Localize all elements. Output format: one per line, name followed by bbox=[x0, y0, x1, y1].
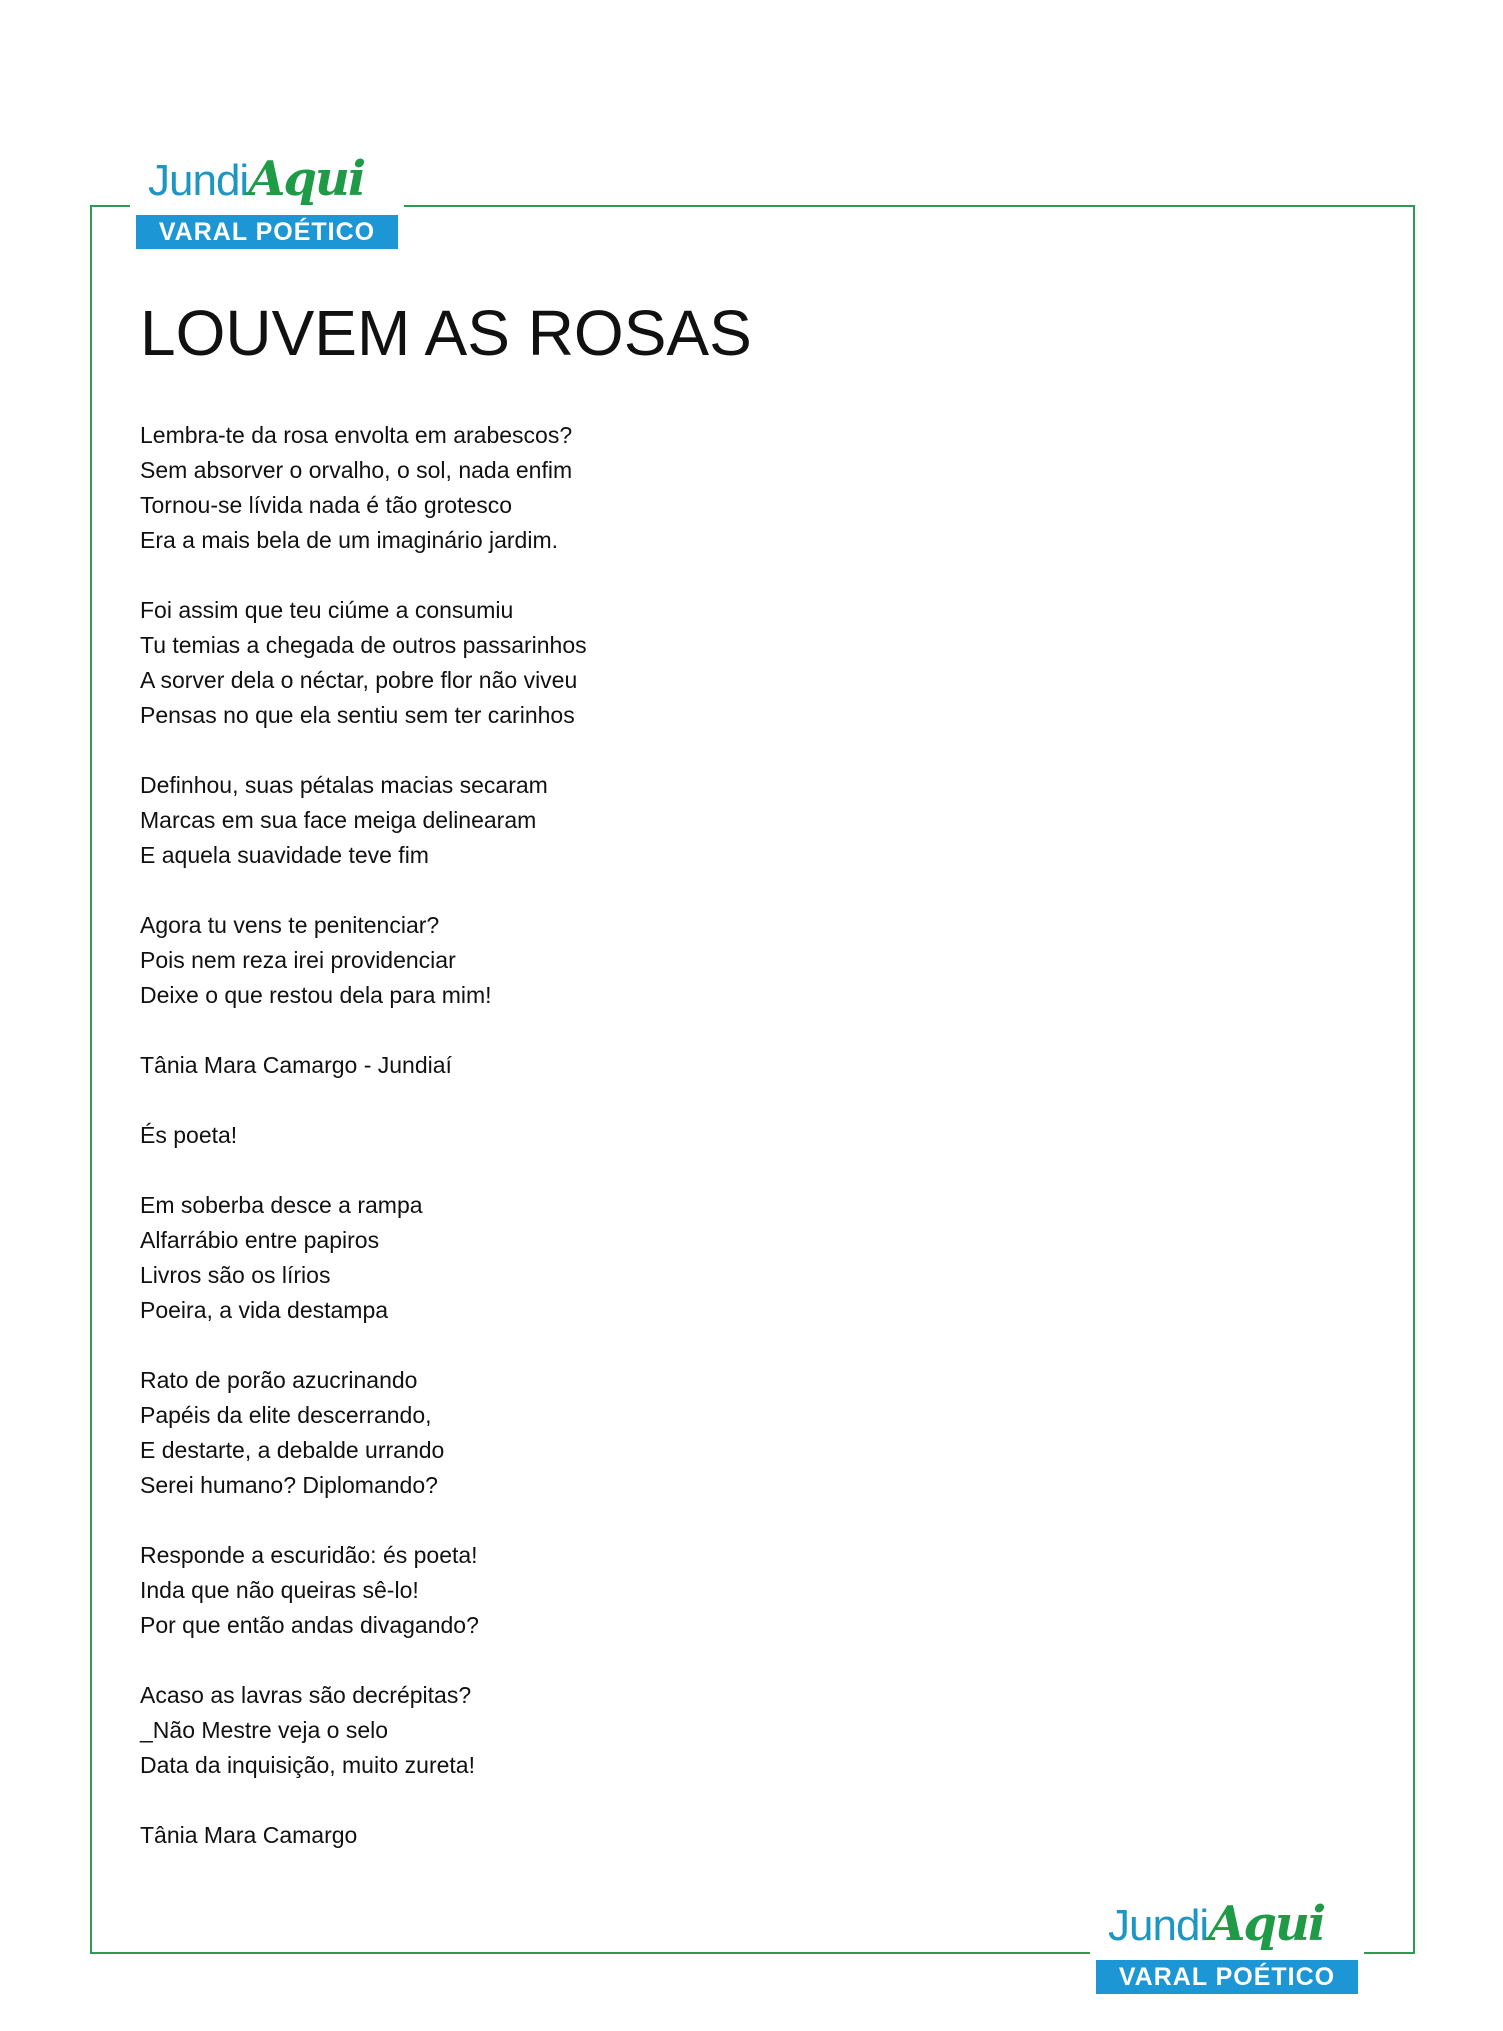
poem-line: Em soberba desce a rampa bbox=[140, 1192, 423, 1218]
logo-aqui-text: Aqui bbox=[248, 151, 365, 207]
logo-top bbox=[130, 151, 404, 249]
poem-line: Pois nem reza irei providenciar bbox=[140, 947, 456, 973]
poem-line: Tu temias a chegada de outros passarinhos bbox=[140, 632, 587, 658]
logo-wordmark bbox=[136, 151, 398, 213]
poem-line: Responde a escuridão: és poeta! bbox=[140, 1542, 478, 1568]
poem-line: _Não Mestre veja o selo bbox=[140, 1717, 389, 1743]
logo-banner: VARAL POÉTICO bbox=[136, 215, 398, 249]
stanza bbox=[140, 768, 1340, 873]
poem-line: Inda que não queiras sê-lo! bbox=[140, 1577, 419, 1603]
logo-banner: VARAL POÉTICO bbox=[1096, 1960, 1358, 1994]
poem-line: Marcas em sua face meiga delinearam bbox=[140, 807, 537, 833]
stanza bbox=[140, 418, 1340, 558]
poem-line: Alfarrábio entre papiros bbox=[140, 1227, 380, 1253]
poem-line: A sorver dela o néctar, pobre flor não viveu bbox=[140, 667, 578, 693]
logo-jundi-text: Jundi bbox=[1108, 1901, 1209, 1950]
poem-line: Agora tu vens te penitenciar? bbox=[140, 912, 440, 938]
logo-wordmark bbox=[1096, 1896, 1358, 1958]
poem-line: E destarte, a debalde urrando bbox=[140, 1437, 445, 1463]
poem-line: Serei humano? Diplomando? bbox=[140, 1472, 438, 1498]
poem-line: Papéis da elite descerrando, bbox=[140, 1402, 432, 1428]
stanza bbox=[140, 1818, 1340, 1853]
poem-line: Data da inquisição, muito zureta! bbox=[140, 1752, 475, 1778]
stanza bbox=[140, 1363, 1340, 1503]
poem-line: Acaso as lavras são decrépitas? bbox=[140, 1682, 472, 1708]
stanza bbox=[140, 593, 1340, 733]
poem-line: Foi assim que teu ciúme a consumiu bbox=[140, 597, 514, 623]
stanza bbox=[140, 1048, 1340, 1083]
poem-line: És poeta! bbox=[140, 1122, 238, 1148]
poem-line: Livros são os lírios bbox=[140, 1262, 331, 1288]
poem-line: Sem absorver o orvalho, o sol, nada enfim bbox=[140, 457, 573, 483]
logo-jundi-text: Jundi bbox=[148, 156, 249, 205]
stanza bbox=[140, 1678, 1340, 1783]
poem-line: Tornou-se lívida nada é tão grotesco bbox=[140, 492, 513, 518]
poem-line: Pensas no que ela sentiu sem ter carinhos bbox=[140, 702, 575, 728]
poem-body bbox=[140, 418, 1340, 1888]
poem-line: Lembra-te da rosa envolta em arabescos? bbox=[140, 422, 573, 448]
poem-line: Tânia Mara Camargo - Jundiaí bbox=[140, 1052, 452, 1078]
logo-aqui-text: Aqui bbox=[1208, 1896, 1325, 1952]
poem-line: Deixe o que restou dela para mim! bbox=[140, 982, 492, 1008]
poem-line: Era a mais bela de um imaginário jardim. bbox=[140, 527, 559, 553]
poem-line: Por que então andas divagando? bbox=[140, 1612, 479, 1638]
page-title: LOUVEM AS ROSAS bbox=[140, 297, 752, 369]
stanza bbox=[140, 1188, 1340, 1328]
logo-bottom bbox=[1090, 1896, 1364, 1994]
stanza bbox=[140, 908, 1340, 1013]
poem-line: Poeira, a vida destampa bbox=[140, 1297, 389, 1323]
poem-line: E aquela suavidade teve fim bbox=[140, 842, 429, 868]
stanza bbox=[140, 1538, 1340, 1643]
poem-line: Tânia Mara Camargo bbox=[140, 1822, 358, 1848]
stanza bbox=[140, 1118, 1340, 1153]
poem-line: Definhou, suas pétalas macias secaram bbox=[140, 772, 548, 798]
poem-line: Rato de porão azucrinando bbox=[140, 1367, 418, 1393]
